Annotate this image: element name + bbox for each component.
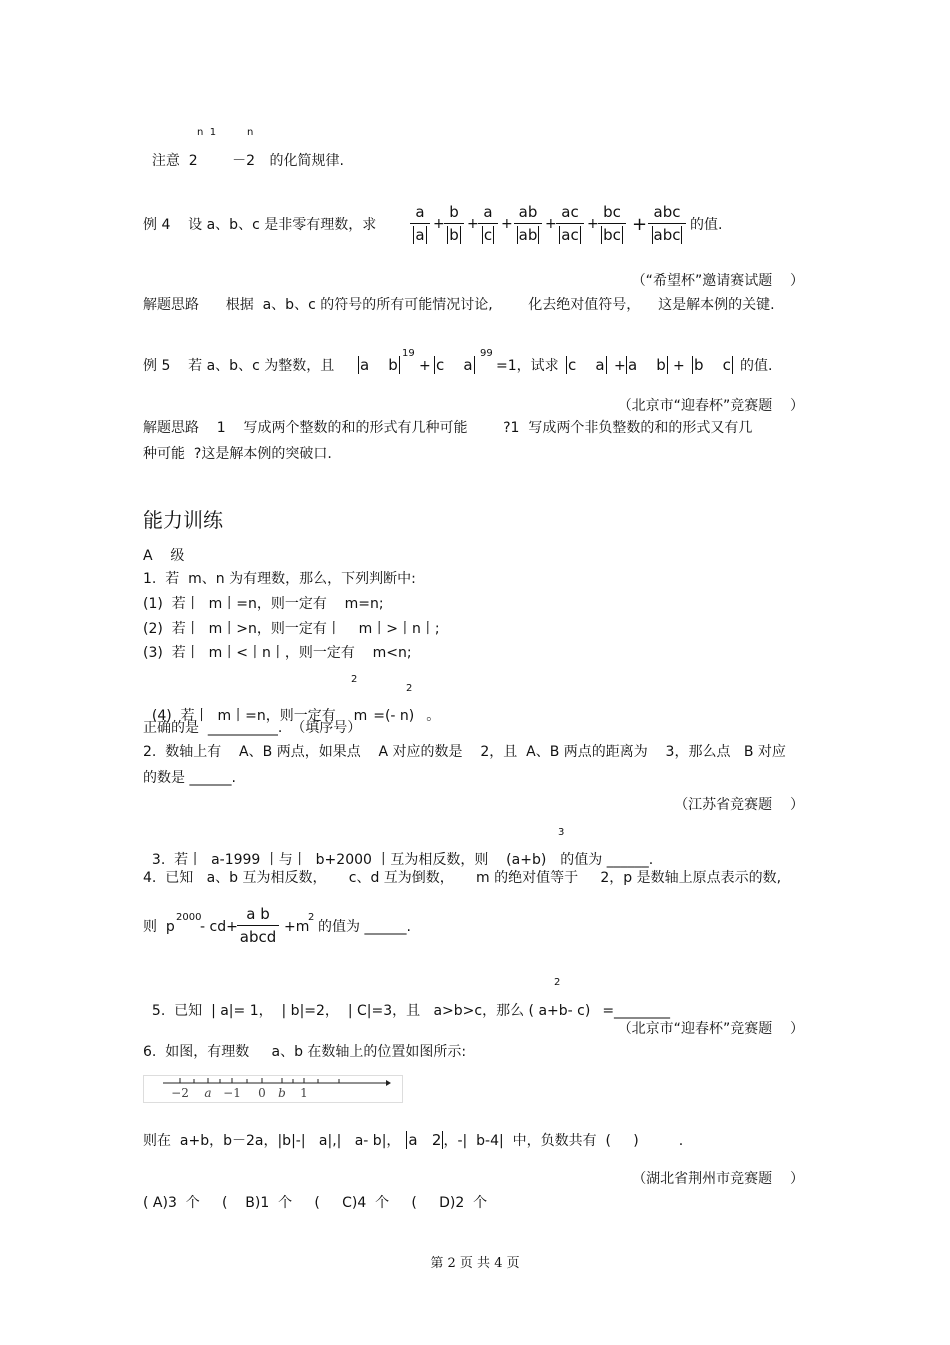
ex4-fraction [444, 202, 464, 245]
ex5-source: （北京市“迎春杯”竞赛题 ） [617, 398, 804, 414]
ex4-hint: 解题思路 根据 a、b、c 的符号的所有可能情况讨论, 化去绝对值符号， 这是解本例的关键. [143, 297, 775, 313]
fraction-denominator: abc [653, 226, 681, 244]
abs-b-c: b c [694, 356, 731, 374]
q4-line: 4. 已知 a、b 互为相反数， c、d 互为倒数， m 的绝对值等于 2，p 是数轴上原点表示的数, [143, 870, 782, 886]
note-text: －2 [227, 153, 256, 169]
ex5-exp: 99 [480, 348, 493, 359]
ex5-plus: + [419, 358, 431, 374]
q4-exponent: 2000 [176, 912, 202, 923]
plus-sign: + [433, 216, 445, 232]
abs-a-b: a b [360, 356, 398, 374]
ex5-plus: + [614, 358, 626, 374]
plus-sign: + [467, 216, 479, 232]
note-text: 注意 2 [151, 153, 198, 169]
fraction-bar [648, 223, 686, 224]
axis-tick-label: −2 [171, 1086, 189, 1100]
fraction-bar [444, 223, 464, 224]
note-text: 的化简规律. [265, 153, 344, 169]
fraction-denominator: ac [561, 226, 579, 244]
plus-sign: + [545, 216, 557, 232]
q4-pre: 则 p [143, 919, 175, 935]
fraction-numerator: bc [603, 203, 621, 221]
level-label: A 级 [143, 548, 185, 564]
abs-a-2: a 2 [408, 1131, 442, 1149]
q1-item: (1) 若丨 m丨=n，则一定有 m=n; [143, 596, 384, 612]
fraction-numerator: ab [518, 203, 538, 221]
axis-tick-label: a [204, 1086, 212, 1100]
fraction-numerator: a [415, 203, 425, 221]
q1-item: (3) 若丨 m丨<丨n丨，则一定有 m<n; [143, 645, 412, 661]
ex4-fraction [556, 202, 584, 245]
plus-sign: + [501, 216, 513, 232]
fraction-numerator: a [483, 203, 493, 221]
ex5-abs [626, 356, 668, 374]
abs-c-a: c a [436, 356, 473, 374]
ex5-abs [358, 356, 400, 374]
q5-exponent: 2 [554, 977, 561, 988]
note-exponent: n [247, 127, 254, 138]
ex4-fraction [410, 202, 430, 245]
section-heading: 能力训练 [143, 508, 223, 532]
ex5-abs [434, 356, 475, 374]
q6-source: （湖北省荆州市竞赛题 ） [632, 1171, 804, 1187]
fraction-denominator: bc [603, 226, 621, 244]
ex5-eq: =1，试求 [496, 358, 559, 374]
q3-exponent: 3 [558, 827, 565, 838]
plus-sign: + [632, 214, 648, 235]
note-line [143, 134, 344, 170]
ex4-fraction [478, 202, 498, 245]
q5-text: 5. 已知 | a|= 1， | b|=2， | C|=3，且 a>b>c，那么 ( a+b- c) [151, 1003, 591, 1019]
q4-post: 的值为 ______. [318, 919, 411, 935]
ex4-fraction [598, 202, 626, 245]
fraction-bar [478, 223, 498, 224]
ex5-hint: 种可能 ?这是解本例的突破口. [143, 446, 332, 462]
q2-line: 的数是 ______. [143, 770, 236, 786]
fraction-bar [514, 223, 542, 224]
q6-text: ，-| b-4| 中，负数共有 ( ) . [443, 1133, 684, 1149]
abs-a-b: a b [628, 356, 666, 374]
ex4-text: 例 4 设 a、b、c 是非零有理数，求 [143, 217, 377, 233]
q5-text: =________ [602, 1003, 671, 1019]
ex5-abs [566, 356, 607, 374]
q6-line [143, 1131, 683, 1150]
q1-item4-text: =(- n) [373, 708, 415, 724]
q6-options: ( A)3 个 ( B)1 个 ( C)4 个 ( D)2 个 [143, 1195, 488, 1211]
q1-item4-text: (4) 若丨 m丨=n，则一定有 m [151, 708, 368, 724]
q5-line [143, 984, 670, 1020]
ex4-fraction [514, 202, 542, 245]
ex5-abs [692, 356, 733, 374]
fraction-bar [410, 223, 430, 224]
q4-mid: - cd+ [200, 919, 238, 935]
fraction-bar [598, 223, 626, 224]
number-line-figure [143, 1075, 403, 1103]
fraction-numerator: ac [561, 203, 579, 221]
axis-tick-label: −1 [223, 1086, 241, 1100]
ex5-exp: 19 [402, 348, 415, 359]
q1-exponent: 2 [406, 683, 413, 694]
q5-source: （北京市“迎春杯”竞赛题 ） [617, 1021, 804, 1037]
fraction-denominator: b [449, 226, 459, 244]
fraction-denominator: abcd [239, 928, 277, 946]
q1-item: (2) 若丨 m丨>n，则一定有丨 m丨>丨n丨; [143, 621, 440, 637]
fraction-numerator: abc [653, 203, 681, 221]
q1-answer: 正确的是 __________. （填序号） [143, 720, 362, 736]
page-footer: 第 2 页 共 4 页 [430, 1256, 520, 1271]
fraction-bar [237, 925, 279, 926]
q1-exponent: 2 [351, 674, 358, 685]
q4-post: +m [284, 919, 310, 935]
q3-text: 3. 若丨 a-1999 丨与丨 b+2000 丨互为相反数，则 (a+b) [151, 852, 547, 868]
ex5-tail: 的值. [740, 358, 773, 374]
q3-line [143, 833, 653, 869]
fraction-bar [556, 223, 584, 224]
q6-stem: 6. 如图，有理数 a、b 在数轴上的位置如图所示: [143, 1044, 467, 1060]
fraction-denominator: c [483, 226, 493, 244]
axis-tick-label: b [278, 1086, 286, 1100]
q4-exponent: 2 [308, 912, 315, 923]
fraction-denominator: a [415, 226, 425, 244]
q2-line: 2. 数轴上有 A、B 两点，如果点 A 对应的数是 2，且 A、B 两点的距离为 3，那么点 B 对应 [143, 744, 786, 760]
q6-text: 则在 a+b，b－2a，|b|-| a|,| a- b|， [143, 1133, 401, 1149]
q4-fraction [237, 904, 279, 947]
axis-arrow [386, 1080, 391, 1086]
ex5-text: 例 5 若 a、b、c 为整数，且 [143, 358, 335, 374]
fraction-denominator: ab [518, 226, 538, 244]
plus-sign: + [587, 216, 599, 232]
note-exponent: n 1 [197, 127, 217, 138]
axis-tick-label: 0 [258, 1086, 266, 1100]
q1-item4-text: 。 [426, 708, 441, 724]
axis-tick-label: 1 [300, 1086, 308, 1100]
fraction-numerator: a b [246, 905, 270, 923]
q3-text: 的值为 ______. [560, 852, 654, 868]
fraction-numerator: b [449, 203, 459, 221]
ex4-tail: 的值. [690, 217, 723, 233]
ex4-fraction [648, 202, 686, 245]
q1-stem: 1. 若 m、n 为有理数，那么，下列判断中: [143, 571, 416, 587]
q2-source: （江苏省竞赛题 ） [674, 797, 804, 813]
ex4-source: （“希望杯”邀请赛试题 ） [631, 273, 804, 289]
ex5-hint: 解题思路 1 写成两个整数的和的形式有几种可能 ?1 写成两个非负整数的和的形式又有几 [143, 420, 753, 436]
abs-c-a: c a [568, 356, 605, 374]
ex5-plus: + [673, 358, 685, 374]
